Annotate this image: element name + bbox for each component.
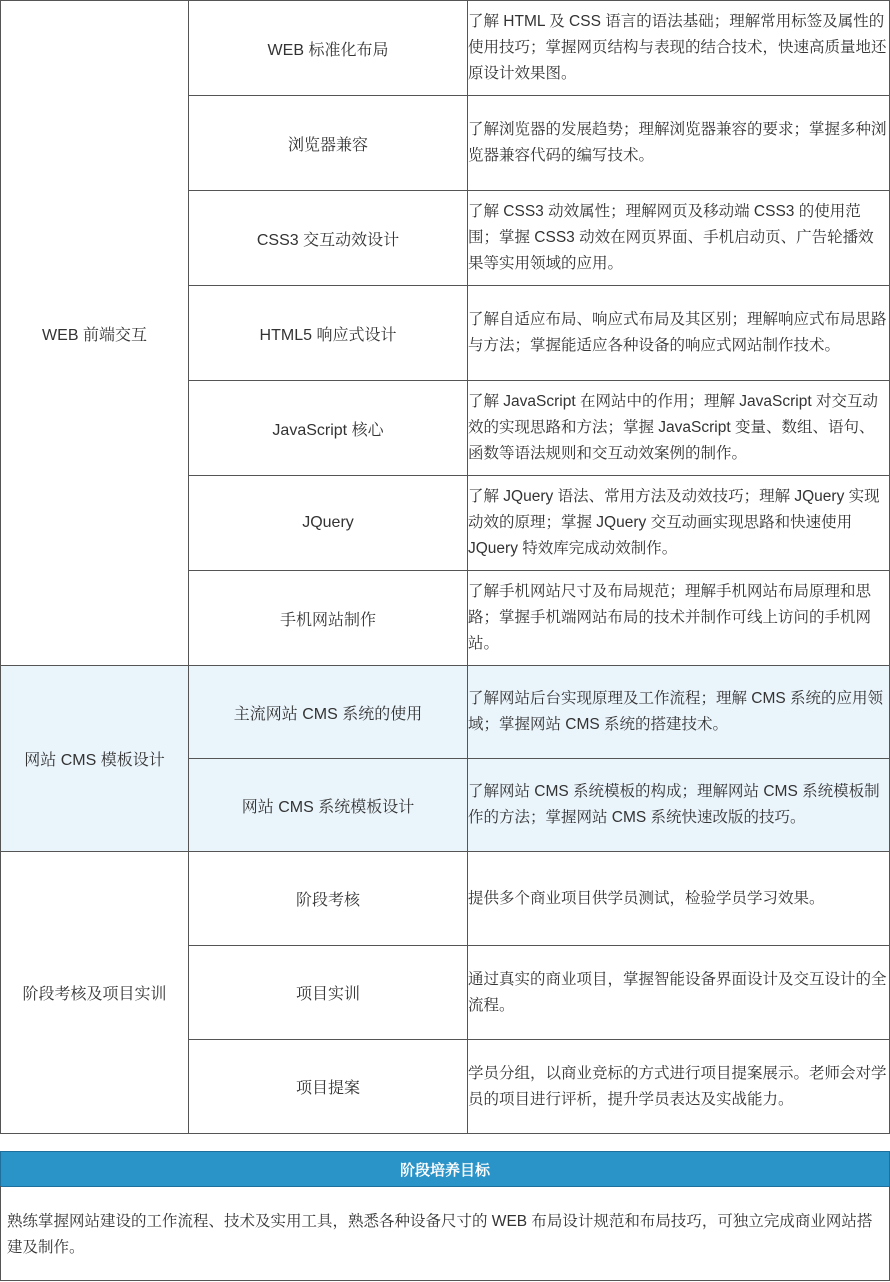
course-name: HTML5 响应式设计	[189, 286, 468, 381]
course-description: 提供多个商业项目供学员测试，检验学员学习效果。	[468, 852, 890, 946]
course-name: 浏览器兼容	[189, 96, 468, 191]
phase-cell: WEB 前端交互	[1, 1, 189, 666]
phase-cell: 网站 CMS 模板设计	[1, 666, 189, 852]
course-name: WEB 标准化布局	[189, 1, 468, 96]
goal-header	[0, 1151, 890, 1187]
course-description: 学员分组，以商业竞标的方式进行项目提案展示。老师会对学员的项目进行评析，提升学员表达及实战能力。	[468, 1040, 890, 1134]
course-name: 阶段考核	[189, 852, 468, 946]
course-description: 了解浏览器的发展趋势；理解浏览器兼容的要求；掌握多种浏览器兼容代码的编写技术。	[468, 96, 890, 191]
table-row	[1, 666, 890, 759]
course-description: 了解自适应布局、响应式布局及其区别；理解响应式布局思路与方法；掌握能适应各种设备的响应式网站制作技术。	[468, 286, 890, 381]
course-description: 了解 JQuery 语法、常用方法及动效技巧；理解 JQuery 实现动效的原理；掌握 JQuery 交互动画实现思路和快速使用 JQuery 特效库完成动效制作。	[468, 476, 890, 571]
course-description: 了解 CSS3 动效属性；理解网页及移动端 CSS3 的使用范围；掌握 CSS3 动效在网页界面、手机启动页、广告轮播效果等实用领域的应用。	[468, 191, 890, 286]
course-name: 项目实训	[189, 946, 468, 1040]
course-description: 了解手机网站尺寸及布局规范；理解手机网站布局原理和思路；掌握手机端网站布局的技术并制作可线上访问的手机网站。	[468, 571, 890, 666]
course-name: 项目提案	[189, 1040, 468, 1134]
goal-text: 熟练掌握网站建设的工作流程、技术及实用工具，熟悉各种设备尺寸的 WEB 布局设计规范和布局技巧，可独立完成商业网站搭建及制作。	[7, 1213, 873, 1256]
course-description: 了解 JavaScript 在网站中的作用；理解 JavaScript 对交互动效的实现思路和方法；掌握 JavaScript 变量、数组、语句、函数等语法规则和交互动效案例的制作。	[468, 381, 890, 476]
phase-cell: 阶段考核及项目实训	[1, 852, 189, 1134]
course-description: 了解网站后台实现原理及工作流程；理解 CMS 系统的应用领域；掌握网站 CMS 系统的搭建技术。	[468, 666, 890, 759]
course-description: 了解 HTML 及 CSS 语言的语法基础；理解常用标签及属性的使用技巧；掌握网页结构与表现的结合技术，快速高质量地还原设计效果图。	[468, 1, 890, 96]
course-name: 网站 CMS 系统模板设计	[189, 759, 468, 852]
course-name: JQuery	[189, 476, 468, 571]
course-name: CSS3 交互动效设计	[189, 191, 468, 286]
course-description: 通过真实的商业项目，掌握智能设备界面设计及交互设计的全流程。	[468, 946, 890, 1040]
goal-title: 阶段培养目标	[399, 1161, 490, 1179]
course-name: 手机网站制作	[189, 571, 468, 666]
table-row	[1, 1, 890, 96]
course-description: 了解网站 CMS 系统模板的构成；理解网站 CMS 系统模板制作的方法；掌握网站 CMS 系统快速改版的技巧。	[468, 759, 890, 852]
course-name: JavaScript 核心	[189, 381, 468, 476]
table-row	[1, 852, 890, 946]
course-name: 主流网站 CMS 系统的使用	[189, 666, 468, 759]
goal-body	[0, 1186, 890, 1281]
